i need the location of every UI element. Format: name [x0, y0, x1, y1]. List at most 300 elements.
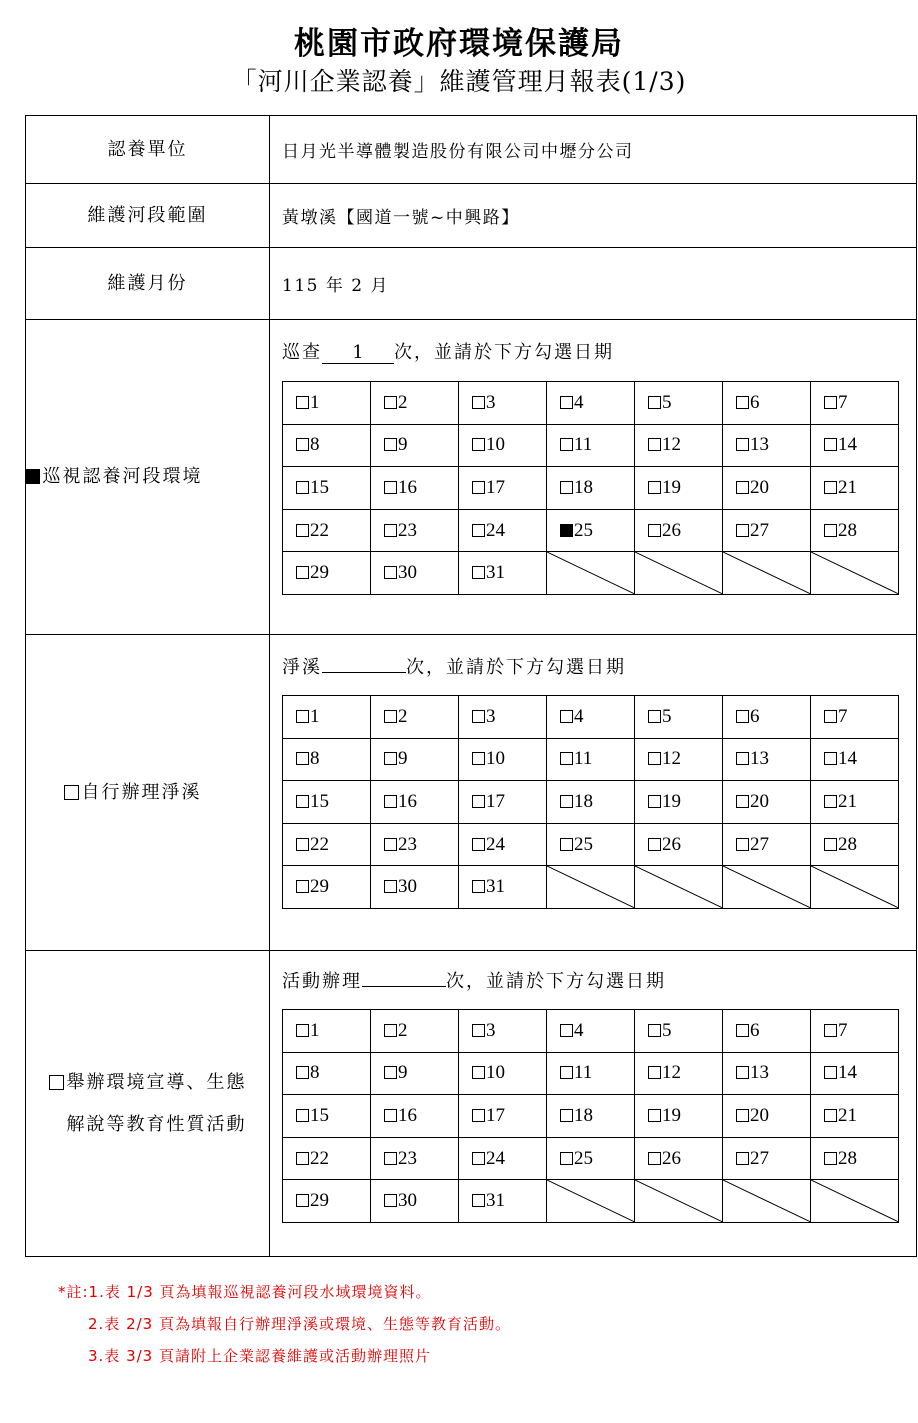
day-checkbox[interactable]: [824, 1109, 837, 1122]
day-label: 17: [486, 476, 505, 498]
date-cell: [811, 1052, 899, 1095]
day-label: 6: [750, 391, 760, 413]
day-checkbox[interactable]: [560, 710, 573, 723]
education-prompt: [282, 967, 666, 993]
empty-date-cell: [723, 1180, 811, 1223]
row-river-section: [26, 184, 916, 248]
day-checkbox[interactable]: [560, 838, 573, 851]
day-label: 27: [750, 833, 769, 855]
day-checkbox[interactable]: [824, 396, 837, 409]
day-label: 18: [574, 476, 593, 498]
day-checkbox[interactable]: [736, 1152, 749, 1165]
date-grid-row: [283, 552, 899, 595]
date-grid-row: [283, 1010, 899, 1053]
day-label: 30: [398, 562, 417, 584]
day-checkbox[interactable]: [736, 1109, 749, 1122]
date-cell: [547, 509, 635, 552]
day-checkbox[interactable]: [296, 481, 309, 494]
day-checkbox[interactable]: [472, 880, 485, 893]
day-label: 23: [398, 1147, 417, 1169]
cleanup-label: [26, 635, 270, 950]
education-checkbox[interactable]: [49, 1075, 64, 1090]
diagonal-line: [547, 552, 634, 594]
day-label: 18: [574, 790, 593, 812]
diagonal-line: [811, 1180, 898, 1222]
day-checkbox[interactable]: [384, 481, 397, 494]
day-checkbox[interactable]: [472, 1066, 485, 1079]
day-checkbox[interactable]: [736, 524, 749, 537]
day-checkbox[interactable]: [648, 795, 661, 808]
date-cell: [283, 781, 371, 824]
day-label: 24: [486, 833, 505, 855]
date-cell: [283, 424, 371, 467]
date-cell: [459, 823, 547, 866]
day-checkbox[interactable]: [736, 795, 749, 808]
day-checkbox[interactable]: [824, 795, 837, 808]
day-label: 11: [574, 748, 593, 770]
date-cell: [283, 1010, 371, 1053]
patrol-count[interactable]: 1: [322, 342, 394, 364]
patrol-date-grid: [282, 381, 899, 595]
day-checkbox[interactable]: [736, 396, 749, 409]
day-checkbox[interactable]: [560, 524, 573, 537]
day-label: 11: [574, 434, 593, 456]
day-checkbox[interactable]: [736, 1066, 749, 1079]
date-grid-row: [283, 781, 899, 824]
day-label: 29: [310, 562, 329, 584]
day-checkbox[interactable]: [296, 1152, 309, 1165]
day-checkbox[interactable]: [384, 795, 397, 808]
day-checkbox[interactable]: [384, 1194, 397, 1207]
day-label: 15: [310, 1104, 329, 1126]
date-grid-row: [283, 696, 899, 739]
day-checkbox[interactable]: [384, 524, 397, 537]
day-label: 25: [574, 833, 593, 855]
date-cell: [371, 866, 459, 909]
day-label: 30: [398, 876, 417, 898]
date-grid-row: [283, 424, 899, 467]
date-cell: [723, 1137, 811, 1180]
day-checkbox[interactable]: [648, 1152, 661, 1165]
page-title: 桃園市政府環境保護局: [294, 26, 624, 62]
date-cell: [371, 781, 459, 824]
patrol-prompt: [282, 338, 614, 364]
day-checkbox[interactable]: [824, 524, 837, 537]
date-cell: [811, 696, 899, 739]
footnotes: [58, 1278, 511, 1374]
day-label: 27: [750, 519, 769, 541]
date-cell: [635, 467, 723, 510]
day-label: 22: [310, 1147, 329, 1169]
date-grid-row: [283, 382, 899, 425]
diagonal-line: [723, 866, 810, 908]
day-label: 24: [486, 519, 505, 541]
day-label: 10: [486, 434, 505, 456]
day-label: 31: [486, 876, 505, 898]
day-checkbox[interactable]: [472, 710, 485, 723]
empty-date-cell: [723, 866, 811, 909]
day-checkbox[interactable]: [296, 396, 309, 409]
day-label: 8: [310, 748, 320, 770]
date-cell: [547, 467, 635, 510]
education-prompt-suffix: 次，並請於下方勾選日期: [446, 971, 666, 992]
month-value: 115 年 2 月: [282, 276, 389, 296]
day-label: 10: [486, 748, 505, 770]
date-grid-row: [283, 509, 899, 552]
day-label: 12: [662, 748, 681, 770]
day-checkbox[interactable]: [824, 481, 837, 494]
row-month: [26, 248, 916, 320]
day-checkbox[interactable]: [296, 1024, 309, 1037]
date-cell: [635, 1137, 723, 1180]
date-cell: [723, 424, 811, 467]
day-label: 12: [662, 1062, 681, 1084]
diagonal-line: [811, 866, 898, 908]
note-2: 2.表 2/3 頁為填報自行辦理淨溪或環境、生態等教育活動。: [88, 1315, 511, 1333]
day-label: 26: [662, 1147, 681, 1169]
day-label: 28: [838, 833, 857, 855]
date-grid-row: [283, 1095, 899, 1138]
day-checkbox[interactable]: [648, 1109, 661, 1122]
day-checkbox[interactable]: [472, 481, 485, 494]
note-3: 3.表 3/3 頁請附上企業認養維護或活動辦理照片: [88, 1347, 431, 1365]
day-checkbox[interactable]: [472, 1024, 485, 1037]
cleanup-label-text: 自行辦理淨溪: [81, 781, 202, 803]
date-cell: [811, 382, 899, 425]
day-label: 21: [838, 790, 857, 812]
date-cell: [283, 1095, 371, 1138]
date-cell: [459, 382, 547, 425]
day-checkbox[interactable]: [560, 1066, 573, 1079]
date-cell: [723, 382, 811, 425]
day-checkbox[interactable]: [472, 1109, 485, 1122]
date-grid-row: [283, 1052, 899, 1095]
patrol-checkbox[interactable]: [25, 469, 40, 484]
date-cell: [371, 424, 459, 467]
empty-date-cell: [635, 866, 723, 909]
day-checkbox[interactable]: [824, 1152, 837, 1165]
day-checkbox[interactable]: [736, 710, 749, 723]
day-label: 14: [838, 1062, 857, 1084]
date-cell: [811, 424, 899, 467]
day-checkbox[interactable]: [560, 438, 573, 451]
day-label: 3: [486, 391, 496, 413]
day-checkbox[interactable]: [648, 438, 661, 451]
date-cell: [811, 509, 899, 552]
day-checkbox[interactable]: [824, 438, 837, 451]
day-checkbox[interactable]: [384, 1066, 397, 1079]
day-checkbox[interactable]: [824, 838, 837, 851]
date-cell: [547, 1095, 635, 1138]
day-checkbox[interactable]: [296, 880, 309, 893]
day-label: 20: [750, 476, 769, 498]
date-cell: [547, 424, 635, 467]
empty-date-cell: [547, 552, 635, 595]
day-checkbox[interactable]: [384, 566, 397, 579]
day-checkbox[interactable]: [472, 752, 485, 765]
day-label: 31: [486, 1190, 505, 1212]
date-cell: [635, 509, 723, 552]
day-label: 28: [838, 519, 857, 541]
cleanup-prompt-prefix: 淨溪: [282, 657, 322, 678]
river-section-value: 黃墩溪【國道一號~中興路】: [282, 208, 520, 228]
day-label: 27: [750, 1147, 769, 1169]
day-checkbox[interactable]: [384, 752, 397, 765]
day-checkbox[interactable]: [560, 1024, 573, 1037]
date-cell: [371, 696, 459, 739]
day-label: 15: [310, 790, 329, 812]
day-label: 5: [662, 1019, 672, 1041]
section-cleanup: [26, 635, 916, 951]
date-cell: [635, 1095, 723, 1138]
day-checkbox[interactable]: [296, 566, 309, 579]
day-label: 21: [838, 1104, 857, 1126]
date-cell: [547, 781, 635, 824]
day-label: 31: [486, 562, 505, 584]
date-cell: [723, 823, 811, 866]
date-grid-row: [283, 823, 899, 866]
day-checkbox[interactable]: [384, 396, 397, 409]
day-label: 7: [838, 705, 848, 727]
empty-date-cell: [811, 866, 899, 909]
date-cell: [811, 738, 899, 781]
day-checkbox[interactable]: [648, 396, 661, 409]
day-label: 9: [398, 434, 408, 456]
cleanup-count[interactable]: [322, 672, 406, 673]
day-checkbox[interactable]: [560, 1109, 573, 1122]
day-checkbox[interactable]: [560, 752, 573, 765]
adopter-label: 認養單位: [26, 116, 270, 183]
date-cell: [283, 509, 371, 552]
date-cell: [283, 1137, 371, 1180]
day-checkbox[interactable]: [648, 481, 661, 494]
day-label: 30: [398, 1190, 417, 1212]
day-checkbox[interactable]: [736, 1024, 749, 1037]
empty-date-cell: [547, 1180, 635, 1223]
date-cell: [459, 1010, 547, 1053]
empty-date-cell: [811, 552, 899, 595]
day-checkbox[interactable]: [384, 438, 397, 451]
date-cell: [547, 738, 635, 781]
date-cell: [283, 382, 371, 425]
day-label: 26: [662, 833, 681, 855]
date-cell: [811, 781, 899, 824]
day-label: 9: [398, 1062, 408, 1084]
day-label: 1: [310, 391, 320, 413]
education-count[interactable]: [362, 986, 446, 987]
date-cell: [283, 1180, 371, 1223]
diagonal-line: [635, 552, 722, 594]
date-cell: [371, 1010, 459, 1053]
day-checkbox[interactable]: [648, 1066, 661, 1079]
day-checkbox[interactable]: [824, 710, 837, 723]
date-cell: [371, 738, 459, 781]
river-section-label: 維護河段範圍: [26, 184, 270, 247]
day-checkbox[interactable]: [736, 752, 749, 765]
date-cell: [283, 866, 371, 909]
day-label: 1: [310, 1019, 320, 1041]
date-cell: [283, 1052, 371, 1095]
day-label: 7: [838, 1019, 848, 1041]
day-checkbox[interactable]: [648, 752, 661, 765]
day-checkbox[interactable]: [736, 481, 749, 494]
date-cell: [371, 552, 459, 595]
day-checkbox[interactable]: [296, 795, 309, 808]
date-cell: [547, 823, 635, 866]
day-checkbox[interactable]: [472, 438, 485, 451]
date-cell: [283, 467, 371, 510]
day-label: 5: [662, 391, 672, 413]
patrol-prompt-prefix: 巡查: [282, 342, 322, 363]
date-cell: [635, 1010, 723, 1053]
day-checkbox[interactable]: [648, 838, 661, 851]
empty-date-cell: [811, 1180, 899, 1223]
date-cell: [811, 1010, 899, 1053]
report-form: [25, 115, 917, 1257]
day-checkbox[interactable]: [296, 1066, 309, 1079]
date-grid-row: [283, 467, 899, 510]
date-cell: [283, 552, 371, 595]
day-label: 13: [750, 748, 769, 770]
day-label: 20: [750, 1104, 769, 1126]
month-label: 維護月份: [26, 248, 270, 319]
day-label: 4: [574, 705, 584, 727]
day-label: 10: [486, 1062, 505, 1084]
row-adopter: [26, 116, 916, 184]
date-cell: [811, 823, 899, 866]
day-checkbox[interactable]: [472, 795, 485, 808]
date-cell: [635, 1052, 723, 1095]
cleanup-checkbox[interactable]: [64, 785, 79, 800]
day-label: 18: [574, 1104, 593, 1126]
day-label: 22: [310, 519, 329, 541]
day-label: 15: [310, 476, 329, 498]
date-cell: [459, 424, 547, 467]
day-checkbox[interactable]: [296, 438, 309, 451]
date-cell: [811, 1095, 899, 1138]
day-checkbox[interactable]: [296, 1194, 309, 1207]
date-cell: [459, 738, 547, 781]
date-cell: [811, 467, 899, 510]
day-label: 5: [662, 705, 672, 727]
day-checkbox[interactable]: [824, 752, 837, 765]
day-checkbox[interactable]: [472, 1152, 485, 1165]
day-checkbox[interactable]: [736, 438, 749, 451]
day-checkbox[interactable]: [296, 524, 309, 537]
day-checkbox[interactable]: [472, 524, 485, 537]
date-cell: [723, 509, 811, 552]
day-checkbox[interactable]: [648, 1024, 661, 1037]
date-cell: [723, 781, 811, 824]
day-label: 2: [398, 705, 408, 727]
day-checkbox[interactable]: [296, 1109, 309, 1122]
day-checkbox[interactable]: [648, 710, 661, 723]
day-checkbox[interactable]: [560, 1152, 573, 1165]
day-checkbox[interactable]: [384, 1109, 397, 1122]
day-checkbox[interactable]: [472, 1194, 485, 1207]
day-checkbox[interactable]: [296, 752, 309, 765]
day-checkbox[interactable]: [560, 396, 573, 409]
diagonal-line: [635, 866, 722, 908]
date-cell: [547, 382, 635, 425]
education-label-line2: 解說等教育性質活動: [66, 1113, 247, 1135]
day-checkbox[interactable]: [472, 566, 485, 579]
diagonal-line: [547, 1180, 634, 1222]
date-cell: [723, 1052, 811, 1095]
day-label: 3: [486, 1019, 496, 1041]
day-checkbox[interactable]: [472, 838, 485, 851]
date-grid-row: [283, 738, 899, 781]
date-cell: [723, 467, 811, 510]
date-cell: [459, 552, 547, 595]
day-label: 28: [838, 1147, 857, 1169]
date-grid-row: [283, 1180, 899, 1223]
day-label: 13: [750, 1062, 769, 1084]
date-cell: [635, 781, 723, 824]
day-label: 3: [486, 705, 496, 727]
adopter-value: 日月光半導體製造股份有限公司中壢分公司: [282, 142, 634, 162]
date-cell: [283, 738, 371, 781]
day-label: 8: [310, 1062, 320, 1084]
day-label: 25: [574, 1147, 593, 1169]
day-checkbox[interactable]: [824, 1024, 837, 1037]
day-label: 7: [838, 391, 848, 413]
date-cell: [371, 382, 459, 425]
date-cell: [811, 1137, 899, 1180]
date-cell: [547, 1010, 635, 1053]
day-checkbox[interactable]: [384, 1152, 397, 1165]
day-label: 19: [662, 1104, 681, 1126]
date-cell: [635, 696, 723, 739]
day-checkbox[interactable]: [384, 880, 397, 893]
patrol-label: [26, 320, 270, 634]
patrol-prompt-suffix: 次，並請於下方勾選日期: [394, 342, 614, 363]
day-label: 24: [486, 1147, 505, 1169]
day-label: 2: [398, 391, 408, 413]
day-label: 13: [750, 434, 769, 456]
day-checkbox[interactable]: [472, 396, 485, 409]
day-checkbox[interactable]: [384, 710, 397, 723]
date-cell: [547, 696, 635, 739]
date-cell: [459, 1137, 547, 1180]
date-cell: [371, 1180, 459, 1223]
day-checkbox[interactable]: [560, 481, 573, 494]
date-cell: [723, 738, 811, 781]
day-checkbox[interactable]: [560, 795, 573, 808]
diagonal-line: [811, 552, 898, 594]
day-label: 23: [398, 833, 417, 855]
day-label: 16: [398, 476, 417, 498]
day-checkbox[interactable]: [648, 524, 661, 537]
day-label: 2: [398, 1019, 408, 1041]
day-checkbox[interactable]: [824, 1066, 837, 1079]
day-checkbox[interactable]: [384, 1024, 397, 1037]
day-checkbox[interactable]: [736, 838, 749, 851]
diagonal-line: [723, 1180, 810, 1222]
day-label: 1: [310, 705, 320, 727]
day-checkbox[interactable]: [384, 838, 397, 851]
date-cell: [459, 467, 547, 510]
day-checkbox[interactable]: [296, 710, 309, 723]
day-label: 23: [398, 519, 417, 541]
education-label: [26, 951, 270, 1256]
empty-date-cell: [547, 866, 635, 909]
day-label: 4: [574, 391, 584, 413]
day-checkbox[interactable]: [296, 838, 309, 851]
date-cell: [371, 1052, 459, 1095]
date-cell: [459, 1180, 547, 1223]
cleanup-prompt-suffix: 次，並請於下方勾選日期: [406, 657, 626, 678]
